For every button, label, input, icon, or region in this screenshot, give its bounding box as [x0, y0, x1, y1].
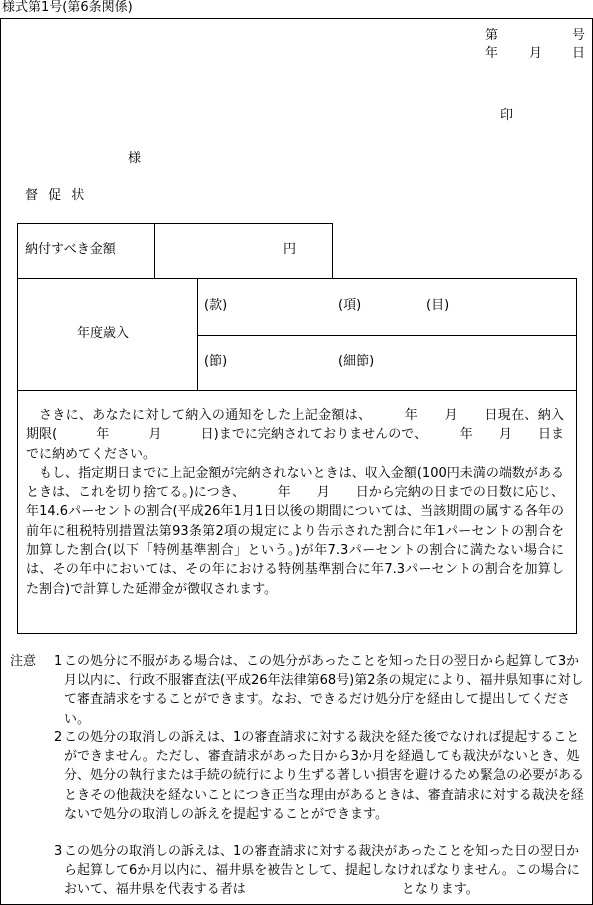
body-text — [26, 406, 564, 599]
kou-label: (項) — [338, 298, 362, 313]
note-item-2 — [54, 728, 588, 824]
kan-label: (款) — [204, 298, 228, 313]
body-paragraph-2: もし、指定期日までに上記金額が完納されないときは、収入金額(100円未満の端数があるときは、これを切り捨てる。)につき、 年 月 日から完納の日までの日数に応じ、年14.6パーセントの割合(平成26年1月1日以後の期間については、当該期間の属する各年の前年に租税特別措置法第93条第2項の規定により告示された割合に年1パーセントの割合を加算した割合(以下「特例基準割合」という。)が年7.3パーセントの割合に満たない場合には、その年中においては、その年における特例基準割合に年7.3パーセントの割合を加算した割合)で計算した延滞金が徴収されます。 — [26, 465, 564, 597]
document-title: 督 促 状 — [25, 188, 88, 203]
moku-label: (目) — [426, 298, 450, 313]
note-number: 1 — [54, 654, 63, 669]
setsu-label: (節) — [204, 354, 228, 369]
fiscal-label: 年度歳入 — [77, 326, 130, 341]
number-go: 号 — [572, 28, 586, 43]
date-month: 月 — [529, 46, 543, 61]
seal-mark: 印 — [500, 108, 514, 123]
amount-label: 納付すべき金額 — [25, 242, 116, 257]
form-id: 様式第1号(第6条関係) — [2, 0, 133, 15]
note-text: この処分に不服がある場合は、この処分があったことを知った日の翌日から起算して3か月以内に、行政不服審査法(平成26年法律第68号)第2条の規定により、福井県知事に対して審査請求をすることができます。なお、できるだけ処分庁を経由して提出してください。 — [64, 654, 584, 727]
date-day: 日 — [572, 46, 586, 61]
saisetsu-label: (細節) — [338, 354, 375, 369]
date-year: 年 — [485, 46, 499, 61]
number-dai: 第 — [485, 28, 499, 43]
note-number: 2 — [54, 730, 63, 745]
note-number: 3 — [54, 844, 63, 859]
note-item-3 — [54, 842, 588, 900]
body-paragraph-1: さきに、あなたに対して納入の通知をした上記金額は、 年 月 日現在、納入期限( 年 月 日)までに完納されておりませんので、 年 月 日までに納めてください。 — [26, 408, 564, 462]
notes-label: 注意 — [10, 654, 37, 669]
note-text: この処分の取消しの訴えは、1の審査請求に対する裁決を経た後でなければ提起することができません。ただし、審査請求があった日から3か月を経過しても裁決がないとき、処分、処分の執行または手続の続行により生ずる著しい損害を避けるため緊急の必要があるときその他裁決を経ないことにつき正当な理由があるときは、審査請求に対する裁決を経ないで処分の取消しの訴えを提起することができます。 — [64, 730, 585, 822]
note-text: この処分の取消しの訴えは、1の審査請求に対する裁決があったことを知った日の翌日から起算して6か月以内に、福井県を被告として、提起しなければなりません。この場合において、福井県を代表する者は となります。 — [64, 844, 580, 898]
amount-unit: 円 — [283, 242, 297, 257]
addressee-suffix: 様 — [128, 151, 142, 166]
note-item-1 — [54, 652, 588, 729]
